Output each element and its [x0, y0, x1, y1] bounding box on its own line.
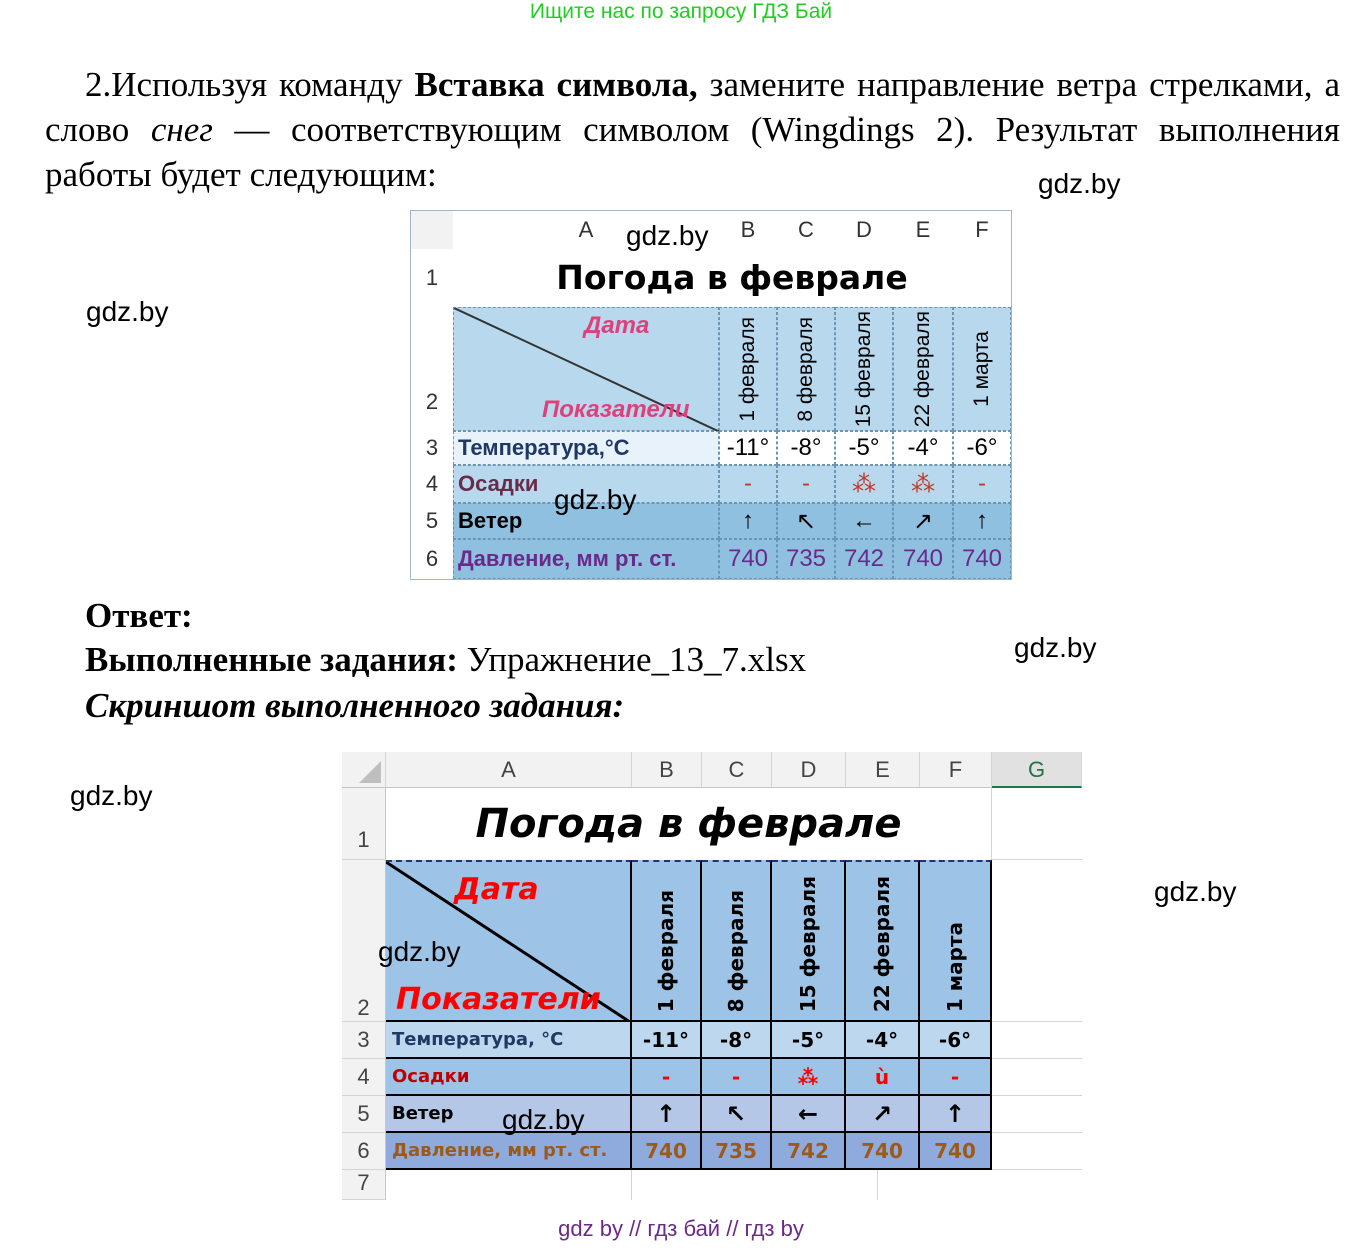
date-header-cell [893, 307, 953, 431]
row-header-5: 5 [425, 508, 439, 533]
col-header-e[interactable]: E [846, 752, 920, 788]
value-cell[interactable]: - [702, 1059, 772, 1096]
top-watermark: Ищите нас по запросу ГДЗ Бай [529, 0, 833, 23]
task-paragraph [45, 62, 1340, 197]
snow-symbol: ⁂ [893, 465, 953, 503]
row-header-2[interactable]: 2 [342, 860, 386, 1022]
value-cell: -11° [719, 431, 777, 465]
row-header-6: 6 [425, 546, 439, 571]
value-cell[interactable]: 740 [846, 1133, 920, 1170]
col-header-d: D [835, 211, 893, 249]
value-cell: - [953, 465, 1011, 503]
select-all-triangle-icon [359, 761, 381, 783]
value-cell[interactable]: - [632, 1059, 702, 1096]
diag-label-indicators: Показатели [396, 982, 601, 1017]
date-label: 1 марта [943, 921, 967, 1012]
watermark: gdz.by [502, 1104, 585, 1135]
row-header-4[interactable]: 4 [342, 1059, 386, 1096]
task-number: 2. [85, 65, 112, 104]
value-cell[interactable]: -11° [632, 1022, 702, 1059]
date-label: 1 марта [970, 331, 993, 407]
col-header-c[interactable]: C [702, 752, 772, 788]
row-header-3[interactable]: 3 [342, 1022, 386, 1059]
task-bold: Вставка символа, [414, 65, 698, 104]
date-header-cell[interactable] [702, 860, 772, 1022]
label-temperature[interactable]: Температура, °С [386, 1022, 632, 1059]
col-header-d[interactable]: D [772, 752, 846, 788]
row-header-5[interactable]: 5 [342, 1096, 386, 1133]
answer-heading: Ответ: [85, 596, 193, 635]
value-cell[interactable]: -4° [846, 1022, 920, 1059]
done-tasks-label: Выполненные задания: [85, 640, 458, 679]
wind-arrow-icon: ↗ [893, 503, 953, 539]
done-tasks-file: Упражнение_13_7.xlsx [457, 640, 807, 679]
empty-cell[interactable] [992, 1059, 1082, 1096]
row-header-1: 1 [425, 265, 439, 290]
date-header-cell [777, 307, 835, 431]
label-precipitation: Осадки [453, 465, 719, 503]
diag-label-indicators: Показатели [542, 396, 690, 423]
col-header-a[interactable]: A [386, 752, 632, 788]
empty-cell[interactable] [992, 1133, 1082, 1170]
diag-label-date: Дата [454, 872, 539, 907]
task-text-3: — соответствующим символом (Wingdings 2). Результат выполнения работы будет следующим: [45, 110, 1340, 194]
select-all-corner[interactable] [342, 752, 386, 788]
sheet-expected [410, 210, 1012, 580]
value-cell[interactable]: 735 [702, 1133, 772, 1170]
watermark: gdz.by [70, 780, 153, 811]
select-all-corner [411, 211, 453, 249]
row-header-6[interactable]: 6 [342, 1133, 386, 1170]
col-header-b[interactable]: B [632, 752, 702, 788]
date-label: 15 февраля [796, 875, 820, 1012]
sheet-title[interactable]: Погода в феврале [386, 788, 992, 860]
done-tasks-line [85, 640, 806, 680]
watermark: gdz.by [378, 936, 461, 967]
value-cell: 742 [835, 539, 893, 579]
value-cell[interactable]: -5° [772, 1022, 846, 1059]
value-cell: -5° [835, 431, 893, 465]
wind-arrow-icon: ↑ [719, 503, 777, 539]
date-label: 8 февраля [724, 889, 748, 1012]
wind-arrow-icon[interactable]: ↑ [632, 1096, 702, 1133]
task-text-1: Используя команду [111, 65, 415, 104]
col-header-f: F [953, 211, 1011, 249]
col-header-a: A [453, 211, 719, 249]
label-wind[interactable]: Ветер [386, 1096, 632, 1133]
watermark: gdz.by [86, 296, 169, 327]
diag-label-date: Дата [584, 312, 650, 339]
screenshot-label: Скриншот выполненного задания: [85, 686, 625, 725]
value-cell: 740 [953, 539, 1011, 579]
watermark: gdz.by [554, 484, 637, 515]
watermark: gdz.by [626, 220, 709, 251]
date-header-cell[interactable] [772, 860, 846, 1022]
value-cell[interactable]: -8° [702, 1022, 772, 1059]
empty-cell[interactable] [992, 1096, 1082, 1133]
date-label: 8 февраля [794, 316, 817, 422]
value-cell: -8° [777, 431, 835, 465]
sheet-title: Погода в феврале [556, 258, 908, 297]
snow-symbol[interactable]: ù [846, 1059, 920, 1096]
wind-arrow-icon[interactable]: ← [772, 1096, 846, 1133]
row-header-7[interactable]: 7 [342, 1170, 386, 1200]
row-header-2: 2 [425, 389, 439, 414]
wind-arrow-icon: ← [835, 503, 893, 539]
diagonal-header-cell [453, 307, 719, 431]
wind-arrow-icon[interactable]: ↑ [920, 1096, 992, 1133]
wind-arrow-icon: ↑ [953, 503, 1011, 539]
row-header-4: 4 [425, 471, 439, 496]
date-label: 22 февраля [870, 875, 894, 1012]
value-cell[interactable]: 742 [772, 1133, 846, 1170]
date-header-cell[interactable] [632, 860, 702, 1022]
label-wind: Ветер [453, 503, 719, 539]
empty-cell[interactable] [992, 1022, 1082, 1059]
wind-arrow-icon: ↖ [777, 503, 835, 539]
value-cell: - [719, 465, 777, 503]
watermark: gdz.by [1154, 876, 1237, 907]
watermark: gdz.by [1038, 168, 1121, 199]
date-label: 22 февраля [911, 310, 934, 428]
wind-arrow-icon[interactable]: ↗ [846, 1096, 920, 1133]
date-label: 1 февраля [736, 316, 759, 422]
date-header-cell[interactable] [920, 860, 992, 1022]
value-cell: -6° [953, 431, 1011, 465]
task-text-2: замените направление ветра стрелками, а слово [45, 65, 1340, 149]
wind-arrow-icon[interactable]: ↖ [702, 1096, 772, 1133]
watermark: gdz.by [1014, 632, 1097, 663]
empty-cell[interactable] [992, 860, 1082, 1022]
snow-symbol: ⁂ [835, 465, 893, 503]
value-cell: 735 [777, 539, 835, 579]
date-label: 15 февраля [852, 310, 875, 428]
task-italic: снег [150, 110, 213, 149]
value-cell: -4° [893, 431, 953, 465]
value-cell: 740 [893, 539, 953, 579]
snow-symbol[interactable]: ⁂ [772, 1059, 846, 1096]
date-header-cell[interactable] [846, 860, 920, 1022]
value-cell: 740 [719, 539, 777, 579]
date-header-cell [719, 307, 777, 431]
value-cell[interactable]: 740 [920, 1133, 992, 1170]
col-header-c: C [777, 211, 835, 249]
date-header-cell [835, 307, 893, 431]
value-cell[interactable]: -6° [920, 1022, 992, 1059]
value-cell[interactable]: 740 [632, 1133, 702, 1170]
bottom-watermark: gdz by // гдз бай // гдз by [558, 1216, 804, 1241]
label-pressure: Давление, мм рт. ст. [453, 539, 719, 579]
row-header-1[interactable]: 1 [342, 788, 386, 860]
date-label: 1 февраля [654, 889, 678, 1012]
label-precipitation[interactable]: Осадки [386, 1059, 632, 1096]
row-7-cells[interactable] [386, 1170, 1082, 1200]
empty-cell[interactable] [992, 788, 1082, 860]
label-pressure[interactable]: Давление, мм рт. ст. [386, 1133, 632, 1170]
col-header-g[interactable]: G [992, 752, 1082, 788]
row-header-3: 3 [425, 435, 439, 460]
label-temperature: Температура,°С [453, 431, 719, 465]
date-header-cell [953, 307, 1011, 431]
value-cell[interactable]: - [920, 1059, 992, 1096]
col-header-b: B [719, 211, 777, 249]
value-cell: - [777, 465, 835, 503]
col-header-f[interactable]: F [920, 752, 992, 788]
col-header-e: E [893, 211, 953, 249]
toolbar-strip [342, 730, 1082, 753]
